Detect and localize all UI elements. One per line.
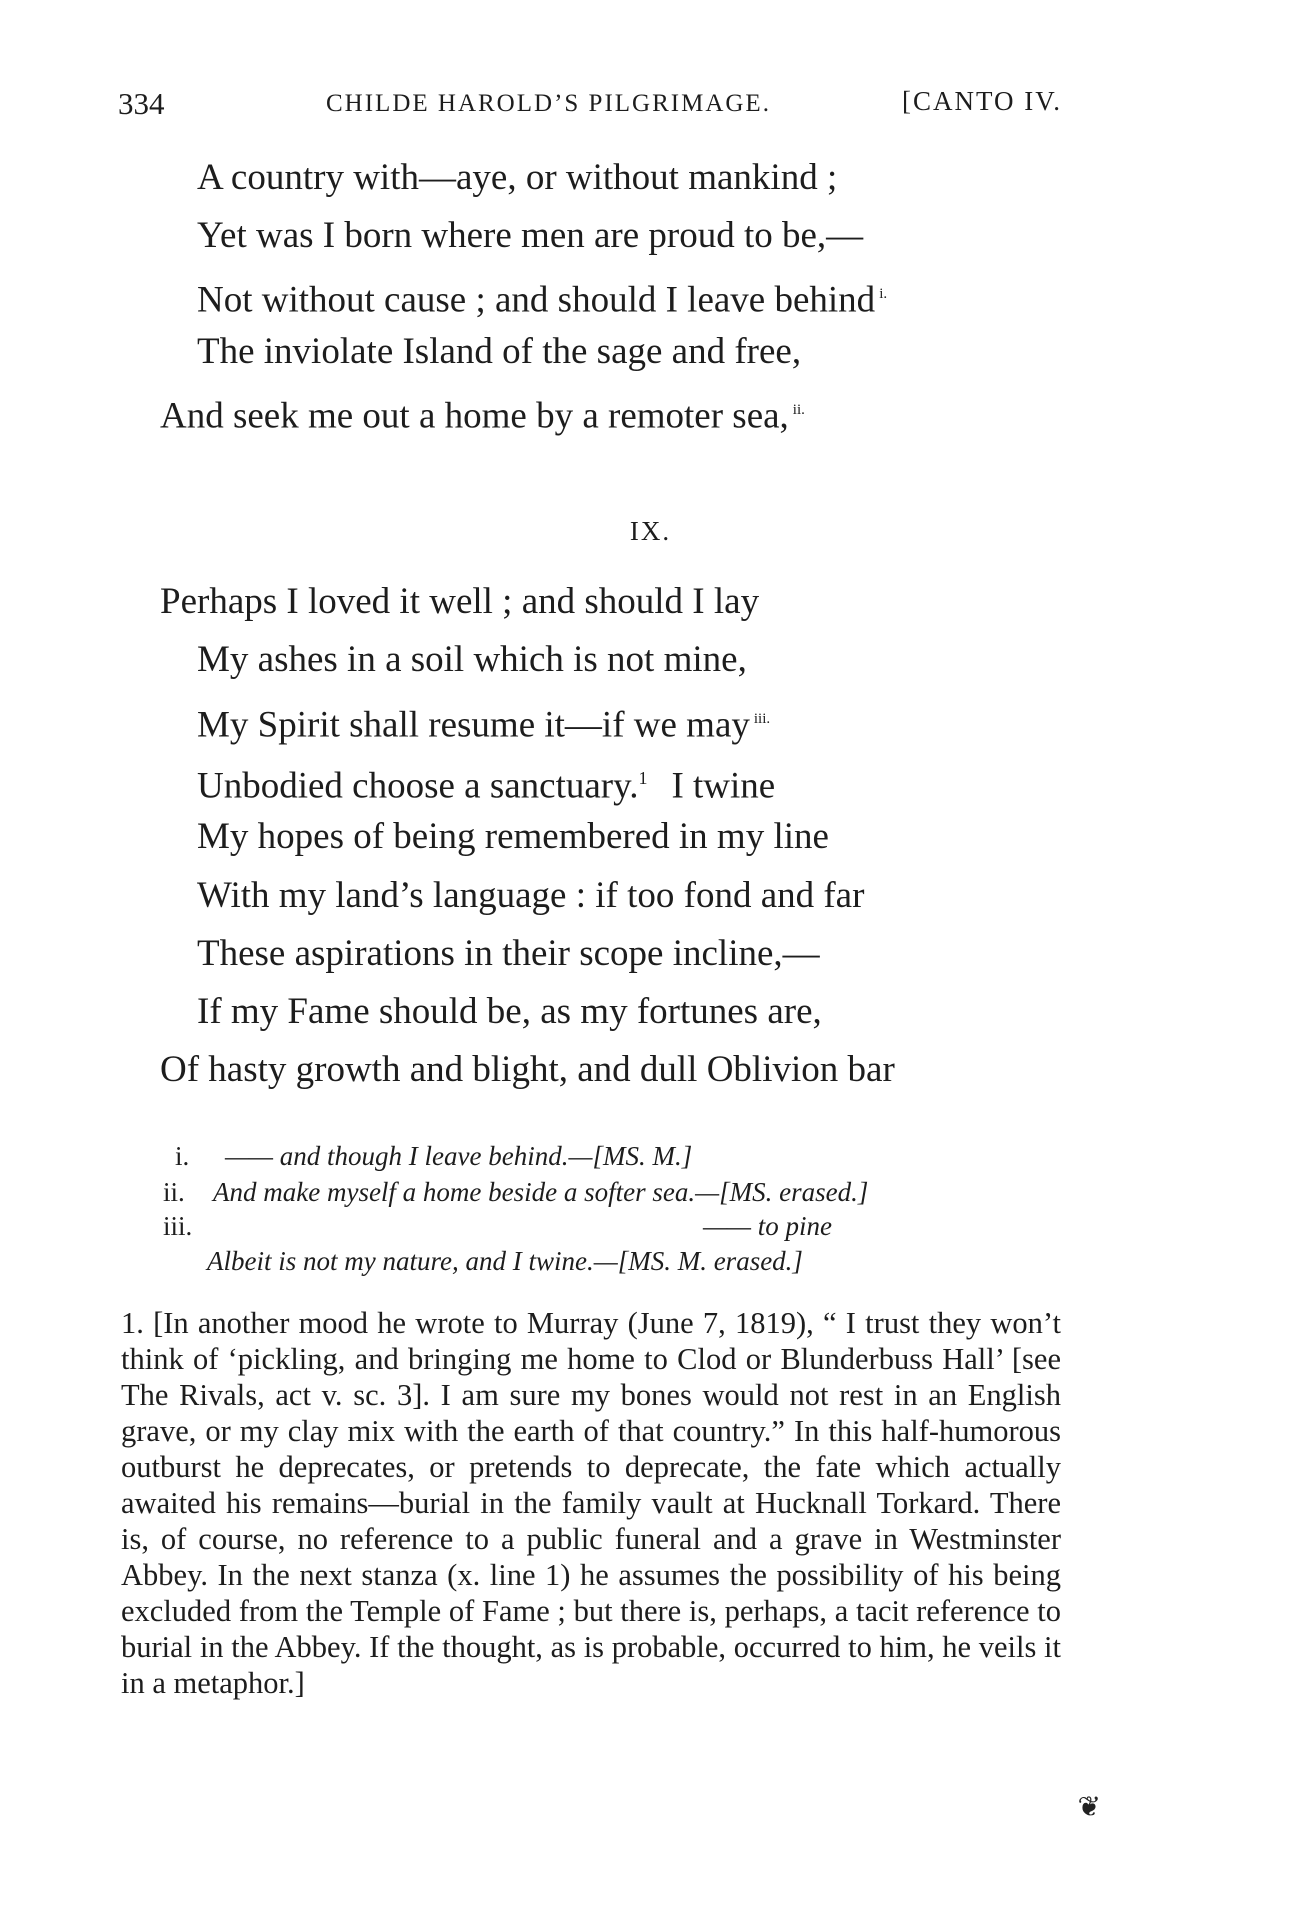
variant-reading: iii. —— to pine [163,1211,833,1241]
verse-line: My hopes of being remembered in my line [197,816,829,857]
verse-line: These aspirations in their scope incline,— [197,933,820,974]
verse-line: With my land’s language : if too fond and far [197,875,865,916]
printer-ornament: ❦ [1077,1792,1101,1823]
variant-marker: iii. [753,711,771,727]
verse-line: The inviolate Island of the sage and free, [197,331,802,372]
footnote-marker: 1 [638,768,648,788]
variant-marker: ii. [792,402,805,418]
variant-reading: Albeit is not my nature, and I twine.—[MS. M. erased.] [207,1246,803,1276]
verse-line: My Spirit shall resume it—if we may $^{iii.}$ [197,704,771,746]
variant-reading: i. —— and though I leave behind.—[MS. M.] [175,1141,693,1171]
running-head [118,78,1062,126]
verse-line: My ashes in a soil which is not mine, [197,639,747,680]
verse-line: Yet was I born where men are proud to be,— [197,215,864,256]
footnote: 1. [In another mood he wrote to Murray (June 7, 1819), “ I trust they won’t think of ‘pickling, and bringing me home to Clod or Blunderbuss Hall’ [see The Rivals, act v. sc. 3]. I am sure my bones would not rest in an English grave, or my clay mix with the earth of that country.” In this half-humorous outburst he deprecates, or pretends to deprecate, the fate which actually awaited his remains—burial in the family vault at Hucknall Torkard. There is, of course, no reference to a public funeral and a grave in Westminster Abbey. In the next stanza (x. line 1) he assumes the possibility of his being excluded from the Temple of Fame ; but there is, perhaps, a tacit reference to burial in the Abbey. If the thought, as is probable, occurred to him, he veils it in a metaphor.] [121,1306,1061,1700]
verse-line: Of hasty growth and blight, and dull Oblivion bar [160,1049,895,1090]
book-title: CHILDE HAROLD’S PILGRIMAGE. [326,90,771,117]
stanza-number: IX. [629,516,672,546]
verse-line: A country with—aye, or without mankind ; [197,157,838,198]
verse-line: Perhaps I loved it well ; and should I lay [160,581,760,622]
variant-marker: i. [879,286,888,302]
page-number: 334 [118,86,165,121]
canto-label: [CANTO IV. [901,86,1062,116]
verse-line: And seek me out a home by a remoter sea, $^{ii.}$ [160,395,805,437]
verse-line: Unbodied choose a sanctuary.$^1$ I twine [197,765,776,807]
variant-reading: ii. And make myself a home beside a softer sea.—[MS. erased.] [163,1177,869,1207]
verse-line: If my Fame should be, as my fortunes are, [197,991,822,1032]
verse-line: Not without cause ; and should I leave behind $^{i.}$ [197,279,888,321]
